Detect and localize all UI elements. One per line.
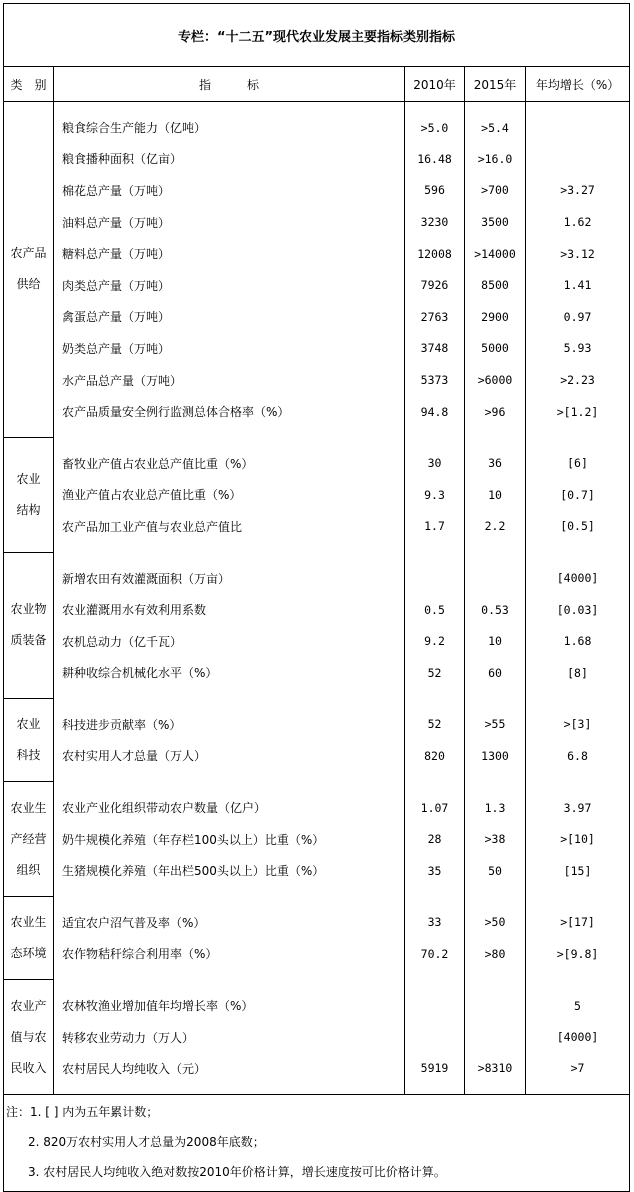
table-row bbox=[4, 479, 630, 511]
table-row bbox=[4, 594, 630, 626]
indicator-cell: 新增农田有效灌溉面积（万亩） bbox=[54, 552, 405, 594]
table-row bbox=[4, 511, 630, 553]
indicator-cell: 科技进步贡献率（%） bbox=[54, 699, 405, 741]
category-label: 农业物 bbox=[10, 602, 47, 617]
value-2010-cell: 94.8 bbox=[405, 396, 465, 438]
note-line: 3. 农村居民人均纯收入绝对数按2010年价格计算，增长速度按可比价格计算。 bbox=[28, 1165, 446, 1180]
value-2015-cell: 50 bbox=[465, 855, 526, 897]
value-2010-cell: 33 bbox=[405, 897, 465, 939]
table-title: 专栏：“十二五”现代农业发展主要指标类别指标 bbox=[4, 4, 630, 67]
indicator-cell: 肉类总产量（万吨） bbox=[54, 269, 405, 301]
growth-cell: 3.97 bbox=[526, 782, 630, 824]
table-row bbox=[4, 625, 630, 657]
value-2015-cell: >14000 bbox=[465, 238, 526, 270]
category-cell bbox=[4, 897, 54, 980]
indicator-cell: 农产品质量安全例行监测总体合格率（%） bbox=[54, 396, 405, 438]
value-2015-cell: 0.53 bbox=[465, 594, 526, 626]
category-label: 科技 bbox=[16, 748, 41, 763]
value-2010-cell: 1.7 bbox=[405, 511, 465, 553]
value-2015-cell: 10 bbox=[465, 479, 526, 511]
table-row bbox=[4, 238, 630, 270]
growth-cell: [8] bbox=[526, 657, 630, 699]
table-row bbox=[4, 206, 630, 238]
value-2010-cell: 3748 bbox=[405, 333, 465, 365]
value-2010-cell: 0.5 bbox=[405, 594, 465, 626]
indicator-cell: 转移农业劳动力（万人） bbox=[54, 1021, 405, 1053]
value-2010-cell: 30 bbox=[405, 437, 465, 479]
value-2015-cell: 60 bbox=[465, 657, 526, 699]
value-2010-cell: 5373 bbox=[405, 364, 465, 396]
indicator-cell: 农作物秸秆综合利用率（%） bbox=[54, 938, 405, 980]
value-2010-cell: 5919 bbox=[405, 1053, 465, 1095]
table-row bbox=[4, 657, 630, 699]
growth-cell: [4000] bbox=[526, 1021, 630, 1053]
value-2015-cell: >96 bbox=[465, 396, 526, 438]
category-label: 结构 bbox=[16, 502, 41, 517]
value-2010-cell: 35 bbox=[405, 855, 465, 897]
value-2015-cell: 1300 bbox=[465, 740, 526, 782]
value-2010-cell bbox=[405, 1021, 465, 1053]
indicator-cell: 农机总动力（亿千瓦） bbox=[54, 625, 405, 657]
indicator-cell: 农村实用人才总量（万人） bbox=[54, 740, 405, 782]
table-row bbox=[4, 437, 630, 479]
indicator-cell: 农业产业化组织带动农户数量（亿户） bbox=[54, 782, 405, 824]
table-row bbox=[4, 364, 630, 396]
indicator-cell: 畜牧业产值占农业总产值比重（%） bbox=[54, 437, 405, 479]
value-2015-cell: 2.2 bbox=[465, 511, 526, 553]
growth-cell: 1.68 bbox=[526, 625, 630, 657]
table-row bbox=[4, 552, 630, 594]
growth-cell: >2.23 bbox=[526, 364, 630, 396]
value-2010-cell: 2763 bbox=[405, 301, 465, 333]
indicator-cell: 生猪规模化养殖（年出栏500头以上）比重（%） bbox=[54, 855, 405, 897]
growth-cell: [15] bbox=[526, 855, 630, 897]
value-2015-cell: 2900 bbox=[465, 301, 526, 333]
table-row bbox=[4, 855, 630, 897]
growth-cell: >[9.8] bbox=[526, 938, 630, 980]
indicator-cell: 粮食播种面积（亿亩） bbox=[54, 143, 405, 175]
value-2010-cell: 70.2 bbox=[405, 938, 465, 980]
table-row bbox=[4, 938, 630, 980]
value-2010-cell: 820 bbox=[405, 740, 465, 782]
table-row bbox=[4, 823, 630, 855]
growth-cell: >7 bbox=[526, 1053, 630, 1095]
category-label: 供给 bbox=[16, 277, 41, 292]
indicator-cell: 油料总产量（万吨） bbox=[54, 206, 405, 238]
value-2015-cell bbox=[465, 1021, 526, 1053]
indicator-cell: 耕种收综合机械化水平（%） bbox=[54, 657, 405, 699]
value-2010-cell: 52 bbox=[405, 657, 465, 699]
value-2015-cell: >38 bbox=[465, 823, 526, 855]
growth-cell: >[10] bbox=[526, 823, 630, 855]
growth-cell: [0.03] bbox=[526, 594, 630, 626]
growth-cell bbox=[526, 102, 630, 144]
indicator-cell: 奶类总产量（万吨） bbox=[54, 333, 405, 365]
growth-cell: [6] bbox=[526, 437, 630, 479]
category-cell bbox=[4, 699, 54, 782]
category-label: 产经营 bbox=[10, 831, 47, 846]
value-2015-cell: >8310 bbox=[465, 1053, 526, 1095]
growth-cell: 6.8 bbox=[526, 740, 630, 782]
value-2010-cell: 28 bbox=[405, 823, 465, 855]
value-2015-cell: 5000 bbox=[465, 333, 526, 365]
category-label: 值与农 bbox=[10, 1029, 47, 1044]
value-2015-cell: >700 bbox=[465, 175, 526, 207]
value-2010-cell: 9.3 bbox=[405, 479, 465, 511]
header-indicator: 指 标 bbox=[54, 67, 405, 102]
value-2010-cell: 52 bbox=[405, 699, 465, 741]
category-cell bbox=[4, 782, 54, 897]
indicator-cell: 农林牧渔业增加值年均增长率（%） bbox=[54, 980, 405, 1022]
category-label: 农业生 bbox=[10, 915, 47, 930]
category-label: 农业 bbox=[16, 717, 41, 732]
growth-cell: 5.93 bbox=[526, 333, 630, 365]
table-body bbox=[4, 102, 630, 1095]
table-row bbox=[4, 1021, 630, 1053]
table-row bbox=[4, 699, 630, 741]
value-2015-cell bbox=[465, 552, 526, 594]
indicator-cell: 禽蛋总产量（万吨） bbox=[54, 301, 405, 333]
table-row bbox=[4, 1053, 630, 1095]
value-2010-cell: 7926 bbox=[405, 269, 465, 301]
category-label: 农业产 bbox=[10, 998, 47, 1013]
indicator-cell: 糖料总产量（万吨） bbox=[54, 238, 405, 270]
note-line: 注：1. [ ] 内为五年累计数； bbox=[6, 1105, 159, 1120]
note-line: 2. 820万农村实用人才总量为2008年底数； bbox=[28, 1135, 265, 1150]
value-2010-cell: 3230 bbox=[405, 206, 465, 238]
value-2015-cell: 36 bbox=[465, 437, 526, 479]
category-label: 农产品 bbox=[10, 246, 47, 261]
value-2015-cell: >80 bbox=[465, 938, 526, 980]
category-label: 农业 bbox=[16, 471, 41, 486]
value-2015-cell: 8500 bbox=[465, 269, 526, 301]
growth-cell: >[17] bbox=[526, 897, 630, 939]
growth-cell: 0.97 bbox=[526, 301, 630, 333]
category-label: 民收入 bbox=[10, 1060, 47, 1075]
value-2010-cell: 9.2 bbox=[405, 625, 465, 657]
indicator-table bbox=[3, 3, 630, 1192]
value-2015-cell: >5.4 bbox=[465, 102, 526, 144]
header-2015: 2015年 bbox=[465, 67, 526, 102]
category-cell bbox=[4, 980, 54, 1095]
header-category: 类 别 bbox=[4, 67, 54, 102]
table-row bbox=[4, 143, 630, 175]
category-cell bbox=[4, 552, 54, 698]
header-growth: 年均增长（%） bbox=[526, 67, 630, 102]
indicator-cell: 农产品加工业产值与农业总产值比 bbox=[54, 511, 405, 553]
value-2010-cell: >5.0 bbox=[405, 102, 465, 144]
growth-cell: [0.7] bbox=[526, 479, 630, 511]
growth-cell: 1.41 bbox=[526, 269, 630, 301]
table-row bbox=[4, 782, 630, 824]
growth-cell bbox=[526, 143, 630, 175]
value-2010-cell: 1.07 bbox=[405, 782, 465, 824]
value-2015-cell: 10 bbox=[465, 625, 526, 657]
category-label: 组织 bbox=[16, 862, 41, 877]
table-row bbox=[4, 740, 630, 782]
header-row bbox=[4, 67, 630, 102]
growth-cell: >[1.2] bbox=[526, 396, 630, 438]
value-2010-cell bbox=[405, 552, 465, 594]
value-2010-cell: 596 bbox=[405, 175, 465, 207]
category-label: 质装备 bbox=[10, 633, 47, 648]
value-2015-cell: >50 bbox=[465, 897, 526, 939]
table-row bbox=[4, 301, 630, 333]
table-row bbox=[4, 175, 630, 207]
header-2010: 2010年 bbox=[405, 67, 465, 102]
value-2015-cell: >16.0 bbox=[465, 143, 526, 175]
value-2015-cell: >6000 bbox=[465, 364, 526, 396]
growth-cell: 5 bbox=[526, 980, 630, 1022]
indicator-cell: 农村居民人均纯收入（元） bbox=[54, 1053, 405, 1095]
growth-cell: 1.62 bbox=[526, 206, 630, 238]
value-2015-cell: >55 bbox=[465, 699, 526, 741]
value-2015-cell bbox=[465, 980, 526, 1022]
growth-cell: [4000] bbox=[526, 552, 630, 594]
indicator-cell: 适宜农户沼气普及率（%） bbox=[54, 897, 405, 939]
value-2015-cell: 1.3 bbox=[465, 782, 526, 824]
table-row bbox=[4, 396, 630, 438]
value-2010-cell: 12008 bbox=[405, 238, 465, 270]
growth-cell: >3.12 bbox=[526, 238, 630, 270]
category-label: 态环境 bbox=[10, 946, 47, 961]
indicator-cell: 农业灌溉用水有效利用系数 bbox=[54, 594, 405, 626]
growth-cell: >[3] bbox=[526, 699, 630, 741]
indicator-cell: 渔业产值占农业总产值比重（%） bbox=[54, 479, 405, 511]
table-row bbox=[4, 897, 630, 939]
notes-cell bbox=[4, 1095, 630, 1192]
value-2010-cell: 16.48 bbox=[405, 143, 465, 175]
indicator-cell: 奶牛规模化养殖（年存栏100头以上）比重（%） bbox=[54, 823, 405, 855]
indicator-cell: 棉花总产量（万吨） bbox=[54, 175, 405, 207]
value-2015-cell: 3500 bbox=[465, 206, 526, 238]
category-cell bbox=[4, 102, 54, 438]
growth-cell: [0.5] bbox=[526, 511, 630, 553]
table-row bbox=[4, 102, 630, 144]
growth-cell: >3.27 bbox=[526, 175, 630, 207]
table-row bbox=[4, 269, 630, 301]
indicator-cell: 水产品总产量（万吨） bbox=[54, 364, 405, 396]
indicator-cell: 粮食综合生产能力（亿吨） bbox=[54, 102, 405, 144]
indicator-document bbox=[3, 3, 629, 1180]
value-2010-cell bbox=[405, 980, 465, 1022]
category-cell bbox=[4, 437, 54, 552]
table-row bbox=[4, 333, 630, 365]
category-label: 农业生 bbox=[10, 800, 47, 815]
table-row bbox=[4, 980, 630, 1022]
